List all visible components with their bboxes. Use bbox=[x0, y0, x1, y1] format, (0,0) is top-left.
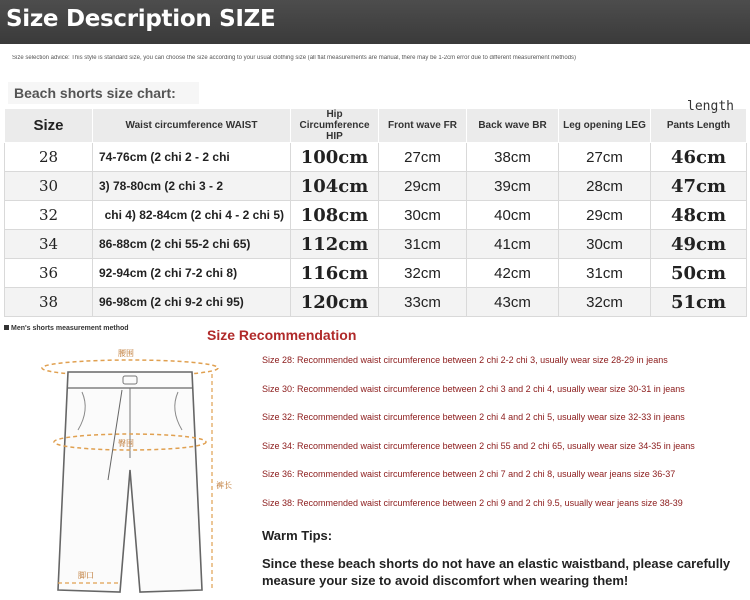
header-front-wave: Front wave FR bbox=[379, 109, 467, 143]
length-label: 裤长 bbox=[216, 481, 232, 490]
size-table bbox=[4, 99, 747, 317]
header-size: Size bbox=[5, 109, 93, 143]
cell-back-wave: 38cm bbox=[467, 143, 559, 172]
header-banner bbox=[0, 0, 750, 44]
list-item: Size 38: Recommended waist circumference between 2 chi 9 and 2 chi 9.5, usually wear jeans size 38-39 bbox=[262, 497, 683, 508]
measurement-method-label bbox=[4, 325, 129, 332]
cell-front-wave: 32cm bbox=[379, 259, 467, 288]
cell-back-wave: 39cm bbox=[467, 172, 559, 201]
table-row bbox=[5, 288, 747, 317]
cell-leg-opening: 31cm bbox=[559, 259, 651, 288]
cell-front-wave: 33cm bbox=[379, 288, 467, 317]
header-hip: Hip Circumference HIP bbox=[291, 109, 379, 143]
cell-leg-opening: 29cm bbox=[559, 201, 651, 230]
cell-front-wave: 27cm bbox=[379, 143, 467, 172]
cell-length: 50cm bbox=[651, 259, 747, 288]
cell-size: 36 bbox=[5, 259, 93, 288]
cell-front-wave: 29cm bbox=[379, 172, 467, 201]
cell-front-wave: 31cm bbox=[379, 230, 467, 259]
cell-hip: 108cm bbox=[291, 201, 379, 230]
warm-tips-text: Since these beach shorts do not have an elastic waistband, please carefully measure your size to avoid discomfort when wearing them! bbox=[262, 556, 731, 588]
cell-back-wave: 42cm bbox=[467, 259, 559, 288]
table-row bbox=[5, 259, 747, 288]
cell-waist: 92-94cm (2 chi 7-2 chi 8) bbox=[93, 259, 291, 288]
cell-length: 47cm bbox=[651, 172, 747, 201]
cell-waist: chi 4) 82-84cm (2 chi 4 - 2 chi 5) bbox=[93, 201, 291, 230]
cell-size: 38 bbox=[5, 288, 93, 317]
header-length-top: length bbox=[687, 99, 734, 114]
cell-waist: 96-98cm (2 chi 9-2 chi 95) bbox=[93, 288, 291, 317]
warm-tips-title: Warm Tips: bbox=[262, 528, 333, 543]
cell-hip: 104cm bbox=[291, 172, 379, 201]
cell-back-wave: 40cm bbox=[467, 201, 559, 230]
list-item: Size 36: Recommended waist circumference between 2 chi 7 and 2 chi 8, usually wear jeans size 36-37 bbox=[262, 469, 676, 480]
cell-leg-opening: 28cm bbox=[559, 172, 651, 201]
cell-back-wave: 43cm bbox=[467, 288, 559, 317]
recommendation-list bbox=[262, 355, 747, 527]
cell-waist: 74-76cm (2 chi 2 - 2 chi bbox=[93, 143, 291, 172]
cell-back-wave: 41cm bbox=[467, 230, 559, 259]
table-header-row bbox=[5, 109, 747, 143]
header-leg-opening: Leg opening LEG bbox=[559, 109, 651, 143]
header-waist: Waist circumference WAIST bbox=[93, 109, 291, 143]
cell-length: 51cm bbox=[651, 288, 747, 317]
cell-hip: 120cm bbox=[291, 288, 379, 317]
cell-size: 32 bbox=[5, 201, 93, 230]
cell-length: 48cm bbox=[651, 201, 747, 230]
leg-opening-label: 脚口 bbox=[78, 571, 94, 580]
table-row bbox=[5, 143, 747, 172]
cell-size: 34 bbox=[5, 230, 93, 259]
cell-size: 30 bbox=[5, 172, 93, 201]
cell-leg-opening: 27cm bbox=[559, 143, 651, 172]
cell-leg-opening: 30cm bbox=[559, 230, 651, 259]
cell-leg-opening: 32cm bbox=[559, 288, 651, 317]
hip-label: 臀围 bbox=[118, 439, 134, 448]
table-row bbox=[5, 230, 747, 259]
cell-hip: 116cm bbox=[291, 259, 379, 288]
table-row bbox=[5, 201, 747, 230]
header-back-wave: Back wave BR bbox=[467, 109, 559, 143]
cell-hip: 100cm bbox=[291, 143, 379, 172]
list-item: Size 32: Recommended waist circumference between 2 chi 4 and 2 chi 5, usually wear size 32-33 in jeans bbox=[262, 412, 685, 423]
cell-waist: 86-88cm (2 chi 55-2 chi 65) bbox=[93, 230, 291, 259]
header-length bbox=[651, 99, 747, 143]
cell-front-wave: 30cm bbox=[379, 201, 467, 230]
list-item: Size 34: Recommended waist circumference between 2 chi 55 and 2 chi 65, usually wear size 34-35 in jeans bbox=[262, 440, 695, 451]
measurement-method-text: Men's shorts measurement method bbox=[11, 325, 129, 332]
shorts-measurement-diagram bbox=[30, 340, 240, 598]
cell-length: 49cm bbox=[651, 230, 747, 259]
waist-label: 腰围 bbox=[118, 349, 134, 358]
cell-hip: 112cm bbox=[291, 230, 379, 259]
list-item: Size 28: Recommended waist circumference between 2 chi 2-2 chi 3, usually wear size 28-29 in jeans bbox=[262, 355, 668, 365]
chart-title: Beach shorts size chart: bbox=[8, 82, 199, 104]
cell-size: 28 bbox=[5, 143, 93, 172]
cell-waist: 3) 78-80cm (2 chi 3 - 2 bbox=[93, 172, 291, 201]
list-item: Size 30: Recommended waist circumference between 2 chi 3 and 2 chi 4, usually wear size 30-31 in jeans bbox=[262, 383, 685, 394]
square-bullet-icon bbox=[4, 325, 9, 330]
page-title: Size Description SIZE bbox=[6, 6, 276, 32]
cell-length: 46cm bbox=[651, 143, 747, 172]
recommendation-title: Size Recommendation bbox=[207, 327, 357, 343]
size-advice-text: Size selection advice: This style is standard size, you can choose the size according to your usual clothing size (all flat measurements are manual, there may be 1-2cm error due to different measurement methods) bbox=[12, 55, 577, 61]
header-length-label: Pants Length bbox=[666, 120, 731, 131]
table-row bbox=[5, 172, 747, 201]
